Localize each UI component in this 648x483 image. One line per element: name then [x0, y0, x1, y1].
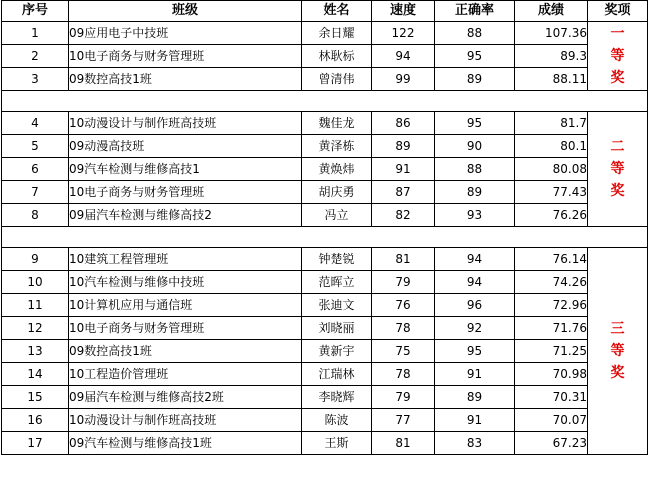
- header-speed[interactable]: 速度: [372, 1, 435, 22]
- cell-speed[interactable]: 122: [372, 22, 435, 45]
- cell-no[interactable]: 8: [2, 204, 69, 227]
- cell-accuracy[interactable]: 91: [435, 363, 515, 386]
- cell-no[interactable]: 12: [2, 317, 69, 340]
- award-char: 等: [610, 161, 625, 177]
- cell-accuracy[interactable]: 90: [435, 135, 515, 158]
- cell-class[interactable]: 10工程造价管理班: [69, 363, 302, 386]
- cell-no[interactable]: 2: [2, 45, 69, 68]
- cell-accuracy[interactable]: 94: [435, 248, 515, 271]
- cell-name[interactable]: 黄新宇: [302, 340, 372, 363]
- cell-no[interactable]: 10: [2, 271, 69, 294]
- spacer-cell[interactable]: [372, 227, 435, 248]
- cell-accuracy[interactable]: 88: [435, 158, 515, 181]
- table-row: [2, 386, 648, 409]
- spacer-cell[interactable]: [588, 91, 648, 112]
- spacer-row: [2, 227, 648, 248]
- cell-no[interactable]: 17: [2, 432, 69, 455]
- cell-name[interactable]: 陈波: [302, 409, 372, 432]
- table-row: [2, 271, 648, 294]
- cell-score[interactable]: 80.08: [515, 158, 588, 181]
- spacer-cell[interactable]: [69, 91, 302, 112]
- cell-score[interactable]: 72.96: [515, 294, 588, 317]
- spacer-cell[interactable]: [302, 91, 372, 112]
- cell-accuracy[interactable]: 88: [435, 22, 515, 45]
- cell-score[interactable]: 74.26: [515, 271, 588, 294]
- cell-no[interactable]: 14: [2, 363, 69, 386]
- header-row: [2, 1, 648, 22]
- cell-name[interactable]: 余日耀: [302, 22, 372, 45]
- cell-speed[interactable]: 78: [372, 363, 435, 386]
- spacer-cell[interactable]: [2, 91, 69, 112]
- table-row: [2, 409, 648, 432]
- cell-speed[interactable]: 87: [372, 181, 435, 204]
- header-no[interactable]: 序号: [2, 1, 69, 22]
- header-score[interactable]: 成绩: [515, 1, 588, 22]
- cell-score[interactable]: 71.76: [515, 317, 588, 340]
- cell-speed[interactable]: 78: [372, 317, 435, 340]
- cell-speed[interactable]: 81: [372, 432, 435, 455]
- cell-speed[interactable]: 86: [372, 112, 435, 135]
- cell-no[interactable]: 7: [2, 181, 69, 204]
- cell-score[interactable]: 76.26: [515, 204, 588, 227]
- cell-class[interactable]: 10电子商务与财务管理班: [69, 317, 302, 340]
- header-accuracy[interactable]: 正确率: [435, 1, 515, 22]
- cell-speed[interactable]: 76: [372, 294, 435, 317]
- spacer-cell[interactable]: [588, 227, 648, 248]
- spacer-cell[interactable]: [372, 91, 435, 112]
- award-first[interactable]: [588, 22, 648, 91]
- cell-score[interactable]: 70.98: [515, 363, 588, 386]
- cell-name[interactable]: 黄泽栋: [302, 135, 372, 158]
- cell-accuracy[interactable]: 83: [435, 432, 515, 455]
- results-table: [1, 0, 648, 455]
- cell-class[interactable]: 09届汽车检测与维修高技2: [69, 204, 302, 227]
- cell-class[interactable]: 10电子商务与财务管理班: [69, 45, 302, 68]
- cell-score[interactable]: 71.25: [515, 340, 588, 363]
- cell-class[interactable]: 10建筑工程管理班: [69, 248, 302, 271]
- cell-speed[interactable]: 75: [372, 340, 435, 363]
- table-body: [2, 22, 648, 455]
- award-char: 一: [610, 26, 625, 42]
- cell-speed[interactable]: 91: [372, 158, 435, 181]
- table-row: [2, 158, 648, 181]
- cell-accuracy[interactable]: 89: [435, 181, 515, 204]
- cell-score[interactable]: 77.43: [515, 181, 588, 204]
- cell-class[interactable]: 10动漫设计与制作班高技班: [69, 112, 302, 135]
- cell-speed[interactable]: 79: [372, 271, 435, 294]
- cell-class[interactable]: 09汽车检测与维修高技1班: [69, 432, 302, 455]
- cell-score[interactable]: 107.36: [515, 22, 588, 45]
- spacer-cell[interactable]: [69, 227, 302, 248]
- cell-speed[interactable]: 77: [372, 409, 435, 432]
- table-row: [2, 363, 648, 386]
- cell-name[interactable]: 曾清伟: [302, 68, 372, 91]
- cell-name[interactable]: 林耿标: [302, 45, 372, 68]
- award-char: 奖: [610, 183, 625, 199]
- table-row: [2, 135, 648, 158]
- cell-no[interactable]: 11: [2, 294, 69, 317]
- cell-speed[interactable]: 81: [372, 248, 435, 271]
- cell-class[interactable]: 09汽车检测与维修高技1: [69, 158, 302, 181]
- table-row: [2, 68, 648, 91]
- award-char: 奖: [610, 70, 625, 86]
- cell-name[interactable]: 王斯: [302, 432, 372, 455]
- header-award[interactable]: 奖项: [588, 1, 648, 22]
- cell-accuracy[interactable]: 89: [435, 386, 515, 409]
- header-name[interactable]: 姓名: [302, 1, 372, 22]
- spacer-cell[interactable]: [2, 227, 69, 248]
- cell-accuracy[interactable]: 95: [435, 45, 515, 68]
- award-second[interactable]: [588, 112, 648, 227]
- cell-no[interactable]: 16: [2, 409, 69, 432]
- cell-class[interactable]: 09数控高技1班: [69, 68, 302, 91]
- cell-accuracy[interactable]: 89: [435, 68, 515, 91]
- cell-accuracy[interactable]: 91: [435, 409, 515, 432]
- cell-class[interactable]: 09动漫高技班: [69, 135, 302, 158]
- cell-name[interactable]: 黄焕炜: [302, 158, 372, 181]
- award-third[interactable]: [588, 248, 648, 455]
- cell-name[interactable]: 魏佳龙: [302, 112, 372, 135]
- table-row: [2, 204, 648, 227]
- cell-no[interactable]: 3: [2, 68, 69, 91]
- spacer-cell[interactable]: [515, 91, 588, 112]
- header-class[interactable]: 班级: [69, 1, 302, 22]
- spacer-row: [2, 91, 648, 112]
- cell-class[interactable]: 10动漫设计与制作班高技班: [69, 409, 302, 432]
- cell-accuracy[interactable]: 95: [435, 340, 515, 363]
- cell-speed[interactable]: 82: [372, 204, 435, 227]
- cell-no[interactable]: 13: [2, 340, 69, 363]
- cell-speed[interactable]: 79: [372, 386, 435, 409]
- cell-accuracy[interactable]: 95: [435, 112, 515, 135]
- spacer-cell[interactable]: [435, 227, 515, 248]
- award-char: 等: [610, 343, 625, 359]
- cell-score[interactable]: 81.7: [515, 112, 588, 135]
- award-char: 三: [610, 321, 625, 337]
- cell-score[interactable]: 89.3: [515, 45, 588, 68]
- cell-no[interactable]: 15: [2, 386, 69, 409]
- table-row: [2, 45, 648, 68]
- cell-name[interactable]: 刘晓丽: [302, 317, 372, 340]
- cell-speed[interactable]: 99: [372, 68, 435, 91]
- table-row: [2, 432, 648, 455]
- cell-score[interactable]: 70.07: [515, 409, 588, 432]
- cell-no[interactable]: 4: [2, 112, 69, 135]
- cell-name[interactable]: 范晖立: [302, 271, 372, 294]
- award-char: 二: [610, 139, 625, 155]
- cell-class[interactable]: 09届汽车检测与维修高技2班: [69, 386, 302, 409]
- cell-speed[interactable]: 89: [372, 135, 435, 158]
- cell-name[interactable]: 江瑞林: [302, 363, 372, 386]
- cell-class[interactable]: 09应用电子中技班: [69, 22, 302, 45]
- cell-speed[interactable]: 94: [372, 45, 435, 68]
- cell-score[interactable]: 80.1: [515, 135, 588, 158]
- cell-accuracy[interactable]: 92: [435, 317, 515, 340]
- table-row: [2, 294, 648, 317]
- cell-no[interactable]: 6: [2, 158, 69, 181]
- table-row: [2, 317, 648, 340]
- spacer-cell[interactable]: [515, 227, 588, 248]
- cell-score[interactable]: 88.11: [515, 68, 588, 91]
- cell-class[interactable]: 10计算机应用与通信班: [69, 294, 302, 317]
- cell-accuracy[interactable]: 96: [435, 294, 515, 317]
- table-row: [2, 181, 648, 204]
- award-char: 奖: [610, 365, 625, 381]
- cell-no[interactable]: 5: [2, 135, 69, 158]
- cell-class[interactable]: 10电子商务与财务管理班: [69, 181, 302, 204]
- cell-name[interactable]: 李晓辉: [302, 386, 372, 409]
- cell-accuracy[interactable]: 93: [435, 204, 515, 227]
- cell-class[interactable]: 10汽车检测与维修中技班: [69, 271, 302, 294]
- table-row: [2, 22, 648, 45]
- table-row: [2, 340, 648, 363]
- award-char: 等: [610, 48, 625, 64]
- cell-score[interactable]: 76.14: [515, 248, 588, 271]
- cell-name[interactable]: 冯立: [302, 204, 372, 227]
- cell-no[interactable]: 1: [2, 22, 69, 45]
- cell-score[interactable]: 67.23: [515, 432, 588, 455]
- cell-name[interactable]: 张迪文: [302, 294, 372, 317]
- table-row: [2, 112, 648, 135]
- cell-name[interactable]: 钟楚锐: [302, 248, 372, 271]
- spacer-cell[interactable]: [302, 227, 372, 248]
- cell-name[interactable]: 胡庆勇: [302, 181, 372, 204]
- cell-no[interactable]: 9: [2, 248, 69, 271]
- cell-class[interactable]: 09数控高技1班: [69, 340, 302, 363]
- spacer-cell[interactable]: [435, 91, 515, 112]
- table-row: [2, 248, 648, 271]
- cell-accuracy[interactable]: 94: [435, 271, 515, 294]
- cell-score[interactable]: 70.31: [515, 386, 588, 409]
